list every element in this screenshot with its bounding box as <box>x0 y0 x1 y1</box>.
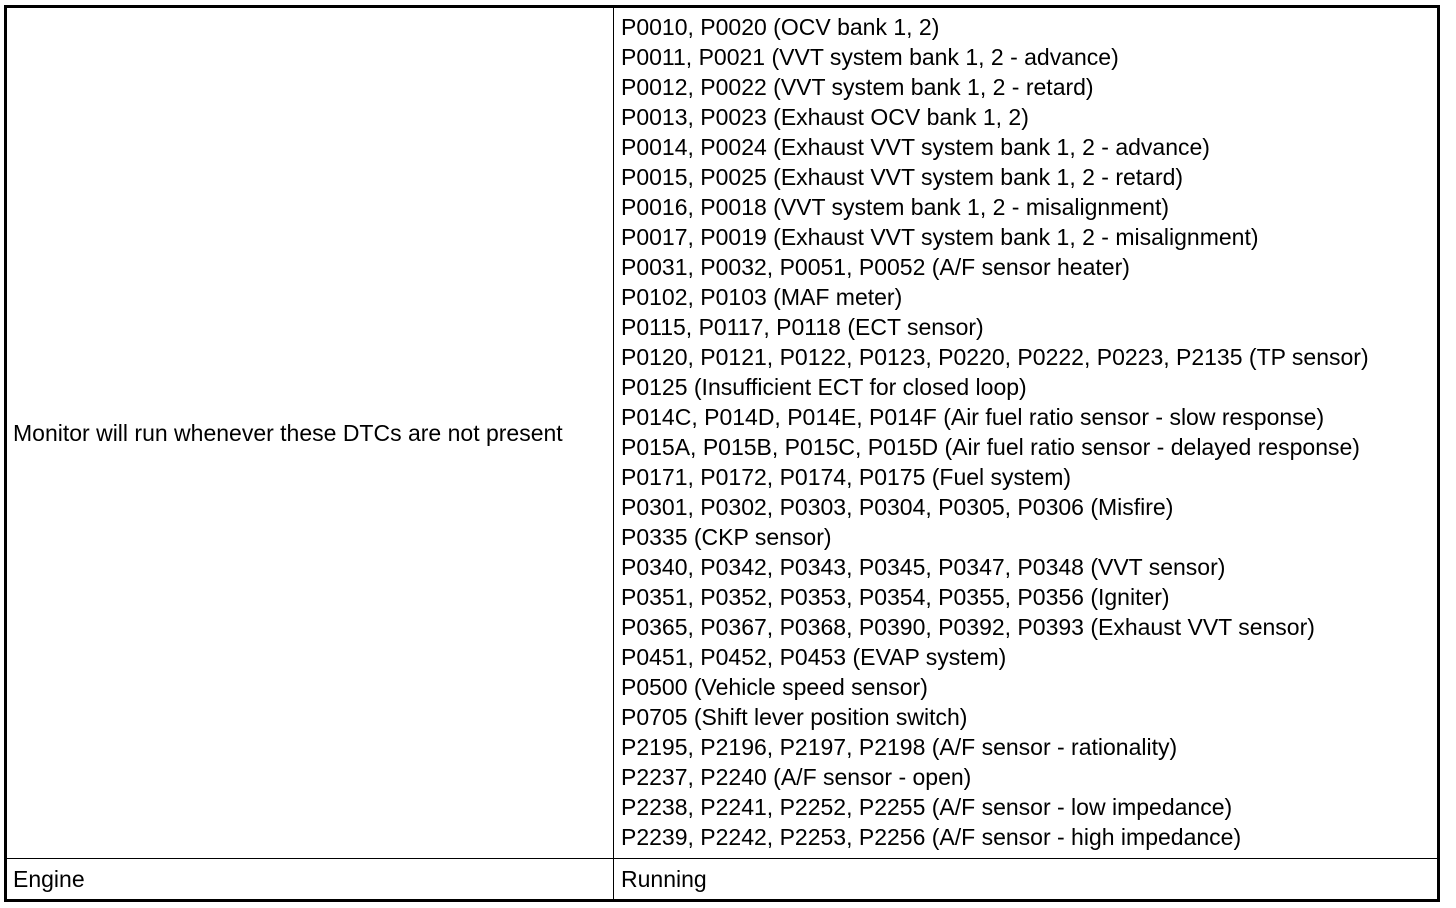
dtc-item: P0017, P0019 (Exhaust VVT system bank 1, 2 - misalignment) <box>621 224 1259 250</box>
table-cell-engine-label <box>7 859 614 899</box>
conditions-table <box>4 5 1440 902</box>
dtc-item: P014C, P014D, P014E, P014F (Air fuel ratio sensor - slow response) <box>621 404 1325 430</box>
dtc-item: P0451, P0452, P0453 (EVAP system) <box>621 644 1007 670</box>
dtc-item: P0120, P0121, P0122, P0123, P0220, P0222, P0223, P2135 (TP sensor) <box>621 344 1369 370</box>
dtc-item: P0351, P0352, P0353, P0354, P0355, P0356 (Igniter) <box>621 584 1170 610</box>
dtc-item: P0125 (Insufficient ECT for closed loop) <box>621 374 1027 400</box>
dtc-item: P0011, P0021 (VVT system bank 1, 2 - advance) <box>621 44 1119 70</box>
dtc-item: P2239, P2242, P2253, P2256 (A/F sensor - high impedance) <box>621 824 1242 850</box>
dtc-item: P0013, P0023 (Exhaust OCV bank 1, 2) <box>621 104 1029 130</box>
engine-state-value: Running <box>621 866 707 892</box>
dtc-item: P0010, P0020 (OCV bank 1, 2) <box>621 14 940 40</box>
monitor-condition-label: Monitor will run whenever these DTCs are not present <box>13 420 563 446</box>
dtc-item: P0015, P0025 (Exhaust VVT system bank 1, 2 - retard) <box>621 164 1184 190</box>
dtc-item: P0365, P0367, P0368, P0390, P0392, P0393 (Exhaust VVT sensor) <box>621 614 1315 640</box>
dtc-item: P0301, P0302, P0303, P0304, P0305, P0306 (Misfire) <box>621 494 1174 520</box>
dtc-item: P0014, P0024 (Exhaust VVT system bank 1, 2 - advance) <box>621 134 1210 160</box>
dtc-item: P2195, P2196, P2197, P2198 (A/F sensor - rationality) <box>621 734 1178 760</box>
dtc-item: P0012, P0022 (VVT system bank 1, 2 - retard) <box>621 74 1094 100</box>
engine-label: Engine <box>13 866 85 892</box>
dtc-item: P0102, P0103 (MAF meter) <box>621 284 903 310</box>
dtc-item: P2237, P2240 (A/F sensor - open) <box>621 764 972 790</box>
table-cell-monitor-label <box>7 8 614 859</box>
dtc-list-cell <box>614 8 1437 859</box>
dtc-item: P0705 (Shift lever position switch) <box>621 704 968 730</box>
dtc-item: P0500 (Vehicle speed sensor) <box>621 674 928 700</box>
dtc-item: P0031, P0032, P0051, P0052 (A/F sensor heater) <box>621 254 1130 280</box>
dtc-item: P0340, P0342, P0343, P0345, P0347, P0348 (VVT sensor) <box>621 554 1226 580</box>
dtc-item: P0115, P0117, P0118 (ECT sensor) <box>621 314 984 340</box>
dtc-item: P2238, P2241, P2252, P2255 (A/F sensor - low impedance) <box>621 794 1233 820</box>
table-cell-engine-value <box>614 859 1437 899</box>
dtc-item: P0171, P0172, P0174, P0175 (Fuel system) <box>621 464 1072 490</box>
dtc-item: P015A, P015B, P015C, P015D (Air fuel ratio sensor - delayed response) <box>621 434 1360 460</box>
dtc-item: P0016, P0018 (VVT system bank 1, 2 - misalignment) <box>621 194 1170 220</box>
dtc-item: P0335 (CKP sensor) <box>621 524 832 550</box>
